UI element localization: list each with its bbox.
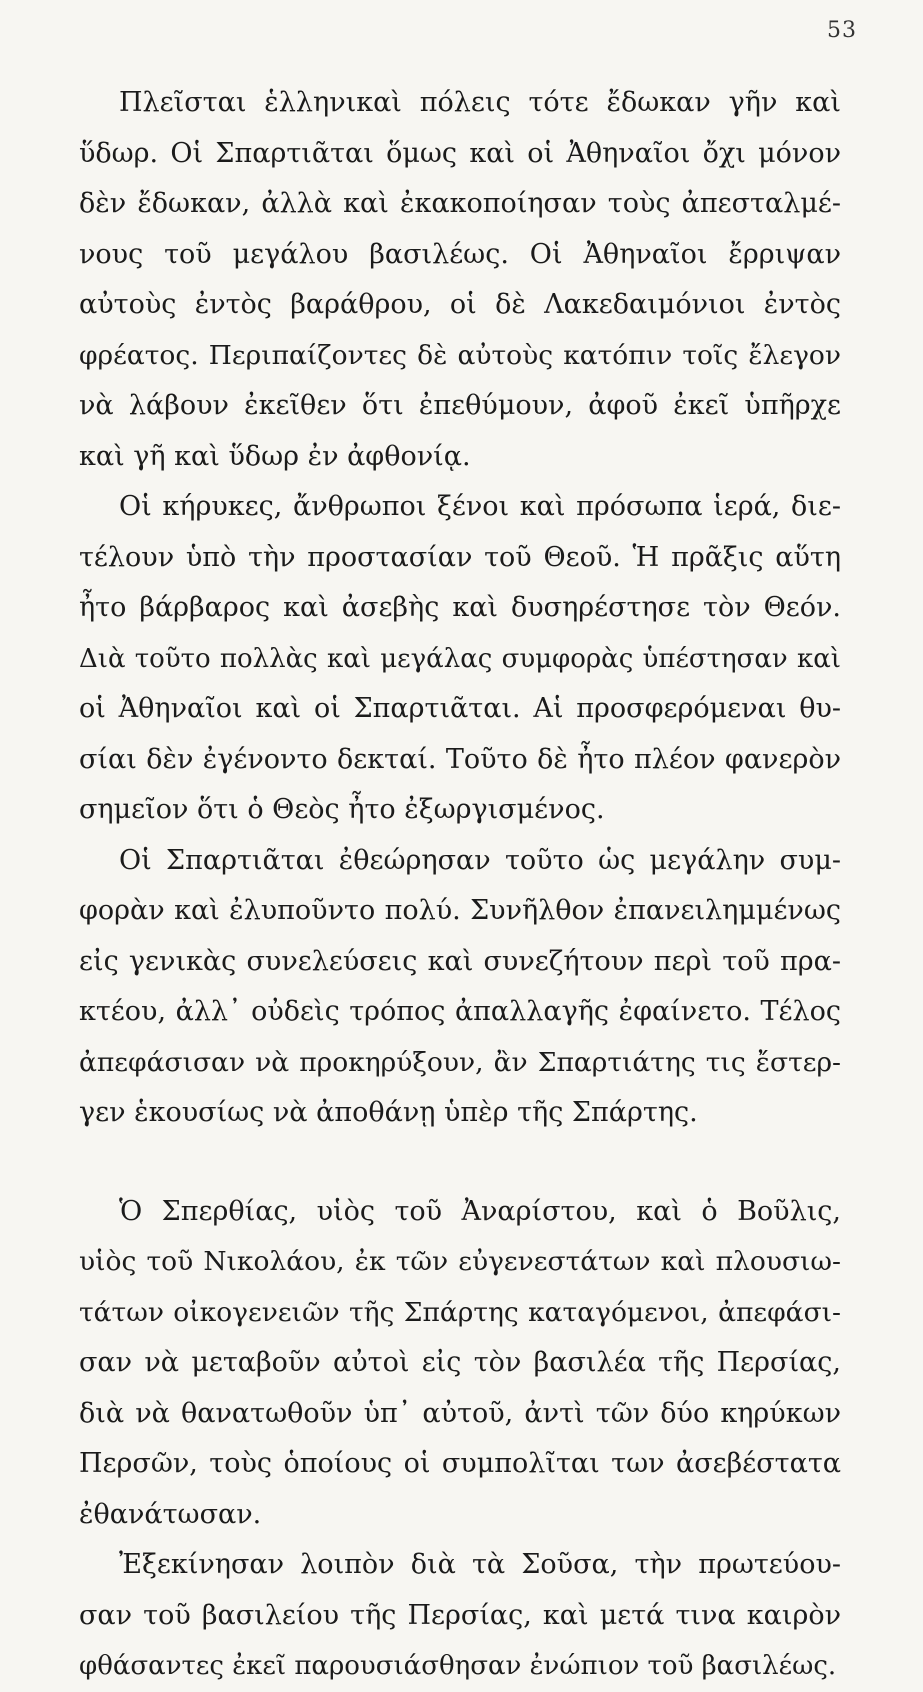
paragraph-5	[79, 1540, 841, 1692]
text-line: Ὁ Σπερθίας, υἱὸς τοῦ Ἀναρίστου, καὶ ὁ Βοῦλις,	[119, 1195, 841, 1227]
text-line: Περσῶν, τοὺς ὁποίους οἱ συμπολῖται των ἀσεβέστατα	[79, 1448, 841, 1479]
text-line: σημεῖον ὅτι ὁ Θεὸς ἦτο ἐξωργισμένος.	[79, 794, 605, 825]
section-gap	[79, 1139, 841, 1187]
text-line: αὐτοὺς ἐντὸς βαράθρου, οἱ δὲ Λακεδαιμόνιοι ἐντὸς	[79, 289, 841, 320]
text-line: τάτων οἰκογενειῶν τῆς Σπάρτης καταγόμενοι, ἀπεφάσι-	[79, 1296, 841, 1328]
text-line: σαν τοῦ βασιλείου τῆς Περσίας, καὶ μετά τινα καιρὸν	[79, 1599, 841, 1631]
text-line: ἀπεφάσισαν νὰ προκηρύξουν, ἂν Σπαρτιάτης τις ἔστερ-	[79, 1046, 841, 1078]
text-line: Πλεῖσται ἑλληνικαὶ πόλεις τότε ἔδωκαν γῆν καὶ	[119, 87, 841, 118]
paragraph-2	[79, 482, 841, 836]
text-line: σίαι δὲν ἐγένοντο δεκταί. Τοῦτο δὲ ἦτο πλέον φανερὸν	[79, 743, 841, 775]
text-line: διὰ νὰ θανατωθοῦν ὑπ᾽ αὐτοῦ, ἀντὶ τῶν δύο κηρύκων	[79, 1397, 841, 1429]
paragraph-1	[79, 78, 841, 482]
text-line: ἐθανάτωσαν.	[79, 1498, 262, 1530]
text-line: φορὰν καὶ ἐλυποῦντο πολύ. Συνῆλθον ἐπανειλημμένως	[79, 895, 841, 926]
body-text	[79, 78, 841, 1692]
paragraph-4	[79, 1187, 841, 1541]
text-line: Οἱ Σπαρτιᾶται ἐθεώρησαν τοῦτο ὡς μεγάλην συμ-	[119, 844, 841, 876]
text-line: νὰ λάβουν ἐκεῖθεν ὅτι ἐπεθύμουν, ἀφοῦ ἐκεῖ ὑπῆρχε	[79, 390, 841, 421]
text-line: ἦτο βάρβαρος καὶ ἀσεβὴς καὶ δυσηρέστησε τὸν Θεόν.	[79, 592, 841, 623]
text-line: δὲν ἔδωκαν, ἀλλὰ καὶ ἐκακοποίησαν τοὺς ἀπεσταλμέ-	[79, 188, 841, 219]
text-line: γεν ἑκουσίως νὰ ἀποθάνῃ ὑπὲρ τῆς Σπάρτης.	[79, 1097, 698, 1128]
text-line: τέλουν ὑπὸ τὴν προστασίαν τοῦ Θεοῦ. Ἡ πρᾶξις αὕτη	[79, 541, 841, 573]
text-line: ὕδωρ. Οἱ Σπαρτιᾶται ὅμως καὶ οἱ Ἀθηναῖοι ὄχι μόνον	[79, 137, 841, 169]
text-line: οἱ Ἀθηναῖοι καὶ οἱ Σπαρτιᾶται. Αἱ προσφερόμεναι θυ-	[79, 693, 841, 724]
text-line: Ἐξεκίνησαν λοιπὸν διὰ τὰ Σοῦσα, τὴν πρωτεύου-	[119, 1549, 841, 1580]
page-number: 53	[827, 18, 857, 43]
text-line: φθάσαντες ἐκεῖ παρουσιάσθησαν ἐνώπιον τοῦ βασιλέως.	[79, 1651, 837, 1681]
text-line: σαν νὰ μεταβοῦν αὐτοὶ εἰς τὸν βασιλέα τῆς Περσίας,	[79, 1347, 841, 1378]
text-line: καὶ γῆ καὶ ὕδωρ ἐν ἀφθονίᾳ.	[79, 440, 471, 472]
text-line: Διὰ τοῦτο πολλὰς καὶ μεγάλας συμφορὰς ὑπέστησαν καὶ	[79, 643, 841, 674]
text-line: υἱὸς τοῦ Νικολάου, ἐκ τῶν εὐγενεστάτων καὶ πλουσιω-	[79, 1246, 841, 1277]
text-line: Οἱ κήρυκες, ἄνθρωποι ξένοι καὶ πρόσωπα ἱερά, διε-	[119, 491, 841, 522]
text-line: φρέατος. Περιπαίζοντες δὲ αὐτοὺς κατόπιν τοῖς ἔλεγον	[79, 339, 841, 371]
text-line: κτέου, ἀλλ᾽ οὐδεὶς τρόπος ἀπαλλαγῆς ἐφαίνετο. Τέλος	[79, 996, 841, 1027]
text-line: νους τοῦ μεγάλου βασιλέως. Οἱ Ἀθηναῖοι ἔρριψαν	[79, 238, 841, 270]
paragraph-3	[79, 836, 841, 1139]
text-line: εἰς γενικὰς συνελεύσεις καὶ συνεζήτουν περὶ τοῦ πρα-	[79, 945, 841, 977]
